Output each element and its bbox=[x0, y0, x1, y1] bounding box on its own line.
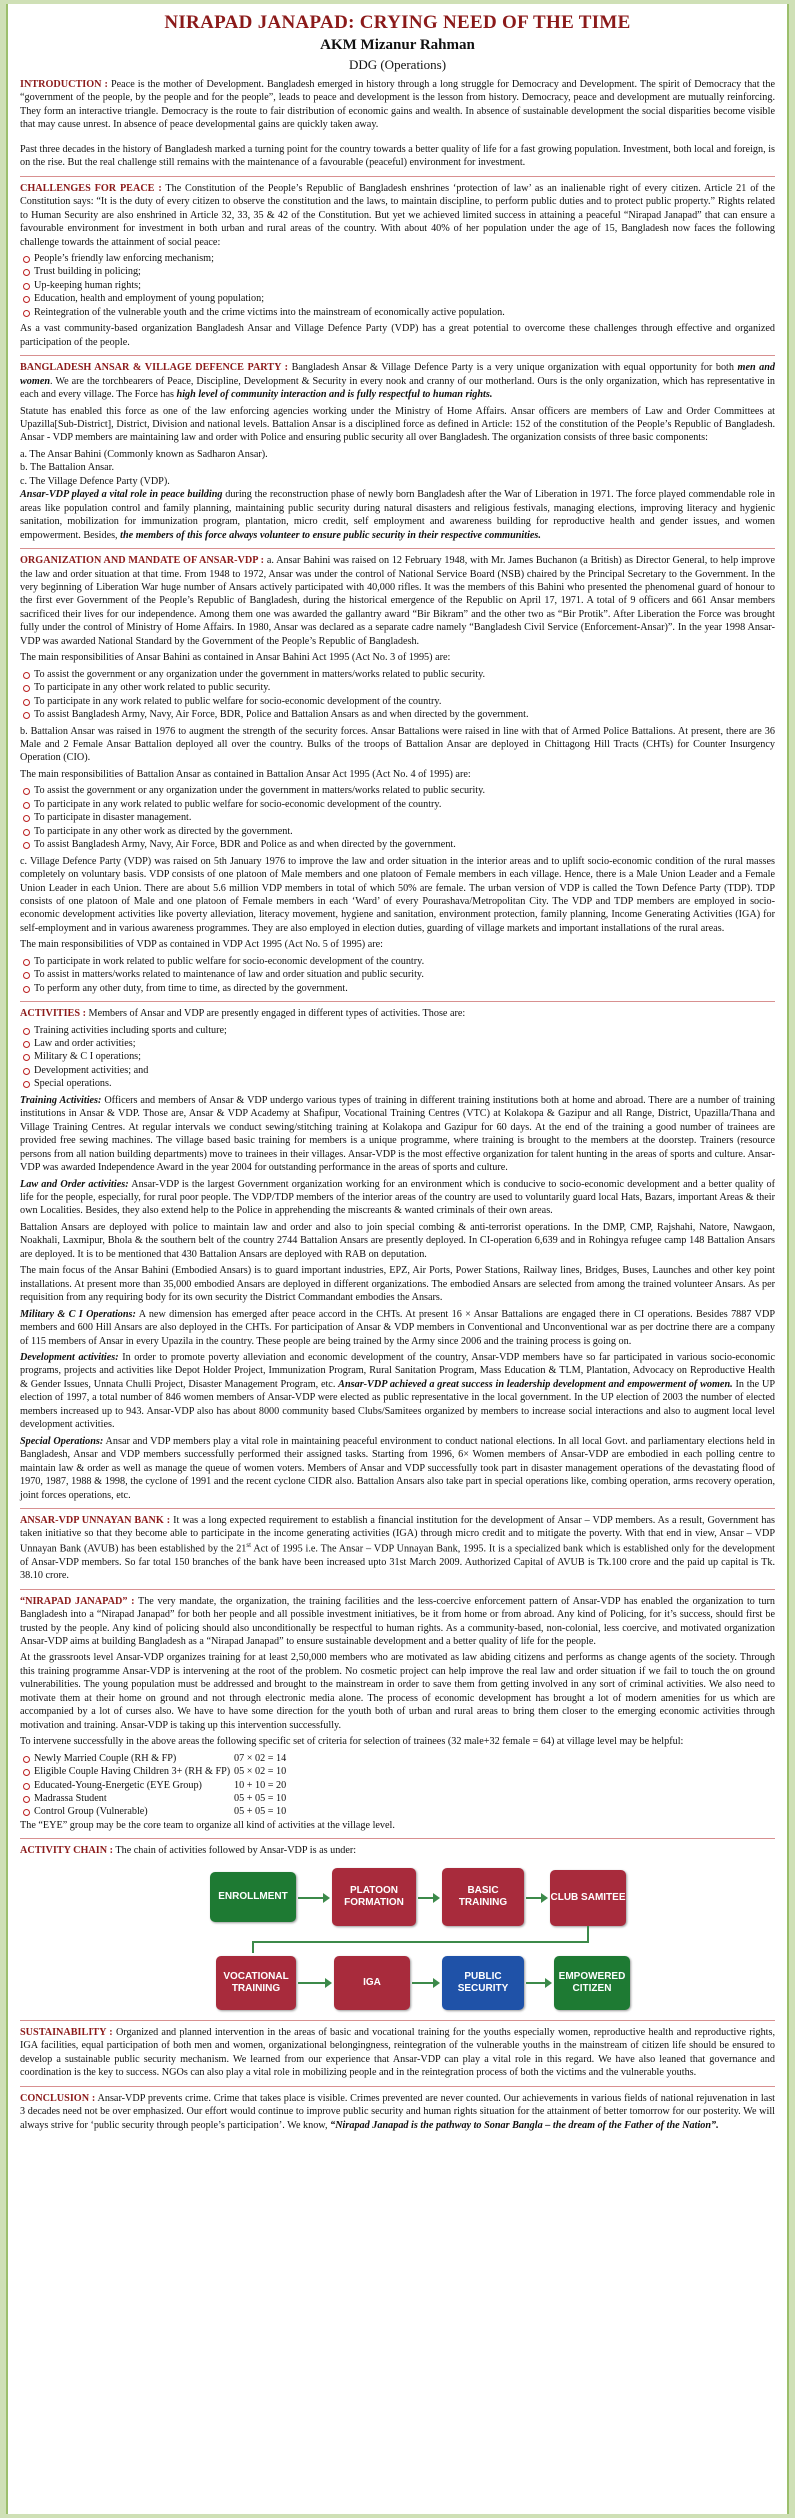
criteria-label: Eligible Couple Having Children 3+ (RH & FP) bbox=[34, 1766, 231, 1778]
chain-step-public-security: PUBLIC SECURITY bbox=[442, 1956, 524, 2010]
divider bbox=[20, 176, 775, 177]
activities-list bbox=[20, 1024, 775, 1091]
list-item: Training activities including sports and culture; bbox=[20, 1024, 775, 1037]
conclusion-heading: CONCLUSION : bbox=[20, 2092, 96, 2104]
military-text: A new dimension has emerged after peace accord in the CHTs. At present 16 × Ansar Battalions are engaged there in CI operations. Besides 7887 VDP members and 600 Hill Ansars are also deployed in the CHTs. For participation of Ansar & VDP members in Conventional and Unconventional war as per doctrine there are a company of 115 members of Ansar in every Upazila in the country. These people are being trained by the Army since 2006 and the training process is going on. bbox=[20, 1308, 776, 1347]
chain-connector bbox=[252, 1941, 254, 1953]
chain-step-empowered-citizen: EMPOWERED CITIZEN bbox=[554, 1956, 630, 2010]
chain-arrow bbox=[298, 1982, 330, 1984]
bank-paragraph bbox=[20, 1514, 775, 1583]
divider bbox=[20, 1508, 775, 1509]
bank-text-2: Act of 1995 i.e. The Ansar – VDP Unnayan Bank, 1995. It is a specialized bank which is established only for the development of Ansar-VDP members. So far total 150 branches of the bank have been increased upto 31st March 2009. Authorized Capital of AVUB is Tk.100 crore and the paid up capital is Tk. 38.10 crore. bbox=[20, 1543, 775, 1582]
conclusion-emphasis: “Nirapad Janapad is the pathway to Sonar Bangla – the dream of the Father of the Nation”. bbox=[327, 2119, 719, 2131]
mandate-paragraph bbox=[20, 554, 775, 648]
list-item: To participate in any work related to public welfare for socio-economic development of the country. bbox=[20, 798, 775, 811]
law-paragraph-2: Battalion Ansars are deployed with police to maintain law and order and also to join special combing & anti-terrorist operations. In the DMP, CMP, Rajshahi, Natore, Nawgaon, Noakhali, Laxmipur, Bhola & the southern belt of the country 2744 Battalion Ansars are presently deployed. In CI-operation 6,639 and in Rohingya refugee camp 148 Battalion Ansars are deployed. It is to be mentioned that 430 Battalion Ansars are deployed with RAB on deputation. bbox=[20, 1221, 775, 1260]
list-item: Special operations. bbox=[20, 1077, 775, 1090]
list-item: Law and order activities; bbox=[20, 1037, 775, 1050]
criteria-label: Control Group (Vulnerable) bbox=[34, 1806, 148, 1818]
bavdp-paragraph-2: Statute has enabled this force as one of the law enforcing agencies working under the Ministry of Home Affairs. Ansar officers are members of Law and Order Committees at Upazilla[Sub-District], District, Division and national levels. Battalion Ansar is a disciplined force as defined in Article: 152 of the constitution of the People’s Republic of Bangladesh. Ansar - VDP members are maintaining law and order with Police and ensuring public security all over Bangladesh. The organization consists of three basic components: bbox=[20, 405, 775, 444]
intro-paragraph bbox=[20, 78, 775, 132]
chain-arrow bbox=[526, 1897, 546, 1899]
list-item: To perform any other duty, from time to time, as directed by the government. bbox=[20, 982, 775, 995]
resp2-title: The main responsibilities of Battalion Ansar as contained in Battalion Ansar Act 1995 (Act No. 4 of 1995) are: bbox=[20, 768, 471, 780]
criteria-row bbox=[20, 1792, 775, 1805]
chain-heading: ACTIVITY CHAIN : bbox=[20, 1845, 114, 1857]
list-item: To assist the government or any organization under the government in matters/works related to public security. bbox=[20, 784, 775, 797]
janapad-text: The very mandate, the organization, the training facilities and the less-coercive enforcement pattern of Ansar-VDP has enabled the organization to turn Bangladesh into a “Nirapad Janapad” for both her people and all possible investment initiatives, be it from home or from abroad. Any kind of Policing, for it’s success, should first be trusted by the people. Any kind of policing should also unconditionally be respectful to human rights. As a community-based, non-colonial, less coercive, and motivated organization Ansar-VDP aims at building Bangladesh as a “Nirapad Janapad” to ensure sustainable development and a better quality of life for the people. bbox=[20, 1595, 775, 1647]
activities-paragraph bbox=[20, 1007, 775, 1020]
list-item: Military & C I operations; bbox=[20, 1050, 775, 1063]
law-label: Law and Order activities: bbox=[20, 1178, 129, 1190]
bavdp-text-2: . We are the torchbearers of Peace, Discipline, Development & Security in every nook and cranny of our motherland. Ours is the only organization, which has representative in each and every village. The Force has bbox=[20, 375, 775, 401]
list-item: To participate in any other work as directed by the government. bbox=[20, 825, 775, 838]
development-paragraph bbox=[20, 1351, 775, 1432]
bavdp-emphasis-4: the members of this force always volunteer to ensure public security in their respective communities. bbox=[117, 529, 541, 541]
janapad-paragraph-3: To intervene successfully in the above areas the following specific set of criteria for selection of trainees (32 male+32 female = 64) at village level may be helpful: bbox=[20, 1736, 684, 1748]
intro-paragraph-2: Past three decades in the history of Bangladesh marked a turning point for the country towards a better quality of life for a fast growing population. Investment, both local and foreign, is on the rise. But the real challenge still remains with the maintenance of a favourable (peaceful) environment for investment. bbox=[20, 143, 775, 169]
development-label: Development activities: bbox=[20, 1352, 119, 1363]
training-text: Officers and members of Ansar & VDP undergo various types of training in different training institutions both at home and abroad. There are a number of training institutions in Ansar & VDP. Those are, Ansar & VDP Academy at Shafipur, Vocational Training Centres (VTC) at Kolakopa & Gazipur and all Range, District, Upazilla/Thana and Village Training Centres. At regular intervals we conduct sewing/stitching training at Kolakopa and Gazipur for 60 days. At the end of the training a good number of trainees are provided free sewing machines. The village based basic training for members is a unique programme, where training is brought to the members at the doorstep. Trainers (resource persons from all nation building departments) move to trainees in their villages. Ansar-VDP is the most effective organization for talent hunting in the areas of sports and culture. Ansar-VDP was awarded Independence Award in the year 2004 for outstanding performance in the areas of sports and culture. bbox=[20, 1094, 775, 1174]
bavdp-emphasis-3: Ansar-VDP played a vital role in peace building bbox=[20, 489, 223, 501]
chain-step-club-samitee: CLUB SAMITEE bbox=[550, 1870, 626, 1926]
bavdp-paragraph bbox=[20, 361, 775, 401]
author-designation: DDG (Operations) bbox=[348, 56, 447, 72]
mandate-text: a. Ansar Bahini was raised on 12 February 1948, with Mr. James Buchanon (a British) as Director General, to help improve the law and order situation at that time. From 1948 to 1972, Ansar was under the control of National Service Board (NSB) chaired by the Principal Secretary to the Government. In the very beginning of Liberation War huge number of Ansars actively participated with 40,000 rifles. It was the members of this Bahini who presented the phenomenal guard of honour to the first ever Government of the People’s Republic of Bangladesh, during the historical emergence of the Republic on April 17, 1971. A total of 9 officers and 661 Ansar members sacrificed their lives for our independence. Among them one was awarded the gallantry award “Bir Bikram” and the other two as “Bir Protik”. After Liberation the Force was brought fully under the control of Ministry of Home Affairs. In 1980, Ansar was declared as a separate cadre namely “Bangladesh Civil Service (Enforcement-Ansar)”. In the year 1998 Ansar-VDP was awarded National Standard by the Government of the People’s Republic of Bangladesh. bbox=[20, 555, 775, 647]
bavdp-heading: BANGLADESH ANSAR & VILLAGE DEFENCE PARTY : bbox=[20, 362, 289, 374]
janapad-paragraph-4: The “EYE” group may be the core team to organize all kind of activities at the village level. bbox=[20, 1819, 395, 1831]
intro-heading: INTRODUCTION : bbox=[20, 79, 108, 91]
special-label: Special Operations: bbox=[20, 1435, 104, 1447]
list-item: Development activities; and bbox=[20, 1064, 775, 1077]
bank-text: It was a long expected requirement to establish a financial institution for the development of Ansar – VDP members. As a result, Government has taken initiative so that they become able to participate in the income generating activities (IGA) through micro credit and to mitigate the poverty. With that end in view, Ansar – VDP Unnayan Bank (AVUB) has been established by the 21 bbox=[20, 1514, 775, 1555]
bavdp-text: Bangladesh Ansar & Village Defence Party is a very unique organization with equal opportunity for both bbox=[291, 362, 734, 374]
bavdp-paragraph-3 bbox=[20, 488, 775, 542]
sustainability-heading: SUSTAINABILITY : bbox=[20, 2026, 113, 2038]
chain-text: The chain of activities followed by Ansar-VDP is as under: bbox=[115, 1845, 357, 1857]
resp3-list bbox=[20, 955, 775, 995]
list-item: Up-keeping human rights; bbox=[20, 279, 775, 292]
chain-step-basic-training: BASIC TRAINING bbox=[442, 1868, 524, 1926]
list-item: To assist Bangladesh Army, Navy, Air Force, BDR, Police and Battalion Ansars as and when directed by the government. bbox=[20, 708, 775, 721]
bank-heading: ANSAR-VDP UNNAYAN BANK : bbox=[20, 1514, 171, 1526]
chain-step-platoon-formation: PLATOON FORMATION bbox=[332, 1868, 416, 1926]
author-name: AKM Mizanur Rahman bbox=[320, 37, 475, 54]
activity-chain-diagram bbox=[20, 1864, 775, 2014]
list-item: Education, health and employment of young population; bbox=[20, 292, 775, 305]
list-item: Trust building in policing; bbox=[20, 265, 775, 278]
bank-superscript: st bbox=[246, 1540, 252, 1549]
challenges-heading: CHALLENGES FOR PEACE : bbox=[20, 182, 162, 194]
divider bbox=[20, 548, 775, 549]
list-item: To assist the government or any organization under the government in matters/works related to public security. bbox=[20, 668, 775, 681]
chain-paragraph bbox=[20, 1844, 775, 1857]
activities-heading: ACTIVITIES : bbox=[20, 1008, 86, 1020]
criteria-row bbox=[20, 1765, 775, 1778]
criteria-value: 10 + 10 = 20 bbox=[234, 1779, 287, 1791]
activities-text: Members of Ansar and VDP are presently engaged in different types of activities. Those are: bbox=[88, 1008, 466, 1020]
list-item: b. The Battalion Ansar. bbox=[20, 462, 115, 474]
special-text: Ansar and VDP members play a vital role in maintaining peaceful environment to conduct national elections. In all local Govt. and parliamentary elections held in Bangladesh, Ansar and VDP members successfully performed their assigned tasks. Starting from 1996, 6× Women members of Ansar-VDP are embodied in each polling centre to maintain law & order as well as manage the queue of women voters. Members of Ansar and VDP successfully took part in disaster management operations of the devastating flood of 1970, 1987, 1988 & 1998, the cyclone of 1991 and the recent cyclone CIDR also. Battalion Ansars also take part in special operations like, combing operation, arms recovery operation, joint forces operations, etc. bbox=[20, 1435, 775, 1501]
janapad-paragraph-2: At the grassroots level Ansar-VDP organizes training for at least 2,50,000 members who are motivated as law abiding citizens and performs as change agents of the society. Through this training programme Ansar-VDP is intervening at the root of the problem. No cosmetic project can help improve the real law and order situation if we fail to touch the on ground vulnerabilities. The young population must be addressed and brought to the mainstream in order to save them from getting involved in any sort of criminal activities. We also need to motivate them at their home on ground and not through electronic media alone. The process of economic development has brought a lot of modern amenities for us which are accompanied by a lot of curses also. We have to have some direction for the youth both of urban and rural areas to bring them closer to the emerging economic activities through motivation and training. Ansar-VDP is taking up this intervention successfully. bbox=[20, 1652, 775, 1731]
list-item: To participate in any other work related to public security. bbox=[20, 681, 775, 694]
challenges-list bbox=[20, 252, 775, 319]
criteria-label: Madrassa Student bbox=[34, 1792, 107, 1804]
resp1-list bbox=[20, 668, 775, 722]
law-text: Ansar-VDP is the largest Government organization working for an environment which is conducive to socio-economic development and a better quality of life for the people, especially, for rural poor people. The VDP/TDP members of the interior areas of the country are used to voluntarily guard local Hats, Bazars, important Areas & their own Localities. Besides, they also extend help to the Police in apprehending the miscreants & wanted criminals of their own areas. bbox=[20, 1178, 776, 1217]
criteria-row bbox=[20, 1752, 775, 1765]
chain-arrow bbox=[526, 1982, 550, 1984]
resp1-title: The main responsibilities of Ansar Bahini as contained in Ansar Bahini Act 1995 (Act No. 3 of 1995) are: bbox=[20, 652, 451, 664]
chain-arrow bbox=[412, 1982, 438, 1984]
divider bbox=[20, 2020, 775, 2021]
conclusion-text: Ansar-VDP prevents crime. Crime that takes place is visible. Crimes prevented are never counted. Our achievements in various fields of national rejuvenation in last 3 decades need not be over emphasized. Our effort would continue to improve public security and human rights situation for the attainment of better tomorrow for our posterity. We will always strive for ‘public security through people’s participation’. We know, bbox=[20, 2092, 776, 2131]
development-emphasis: Ansar-VDP achieved a great success in leadership development and empowerment of women. bbox=[338, 1378, 733, 1390]
janapad-paragraph bbox=[20, 1595, 775, 1649]
components-list bbox=[20, 448, 775, 488]
chain-arrow bbox=[418, 1897, 438, 1899]
list-item: To assist in matters/works related to maintenance of law and order situation and public security. bbox=[20, 968, 775, 981]
bavdp-text-3: during the reconstruction phase of newly born Bangladesh after the War of Liberation in 1971. The force played commendable role in areas like population control and family planning, maintaining public security during natural disasters and religious festivals, managing elections, improving literacy and hygienic sanitation, mobilization for immunization program, plantation, micro credit, self employment and awareness building for reproductive health and gender issues, and women empowerment. Besides, bbox=[20, 489, 775, 541]
development-text-2: In the UP election of 1997, a total number of 846 women members of Ansar-VDP were elected as public representative in the local government. In the UP election of 2003 the number of elected members increased up to 943. Ansar-VDP also has about 8000 community based Clubs/Samitees organized by members to increase social interactions and also to augment local level development activities. bbox=[20, 1378, 776, 1431]
chain-step-iga: IGA bbox=[334, 1956, 410, 2010]
divider bbox=[20, 2086, 775, 2087]
divider bbox=[20, 1589, 775, 1590]
chain-arrow bbox=[298, 1897, 328, 1899]
chain-step-vocational-training: VOCATIONAL TRAINING bbox=[216, 1956, 296, 2010]
military-label: Military & C I Operations: bbox=[20, 1308, 136, 1320]
training-label: Training Activities: bbox=[20, 1094, 102, 1106]
divider bbox=[20, 1838, 775, 1839]
list-item: To participate in disaster management. bbox=[20, 811, 775, 824]
mandate-paragraph-b: b. Battalion Ansar was raised in 1976 to augment the strength of the security forces. Ansar Battalions were raised in line with that of Armed Police Battalions. At present, there are 36 Male and 2 Female Ansar Battalion deployed all over the country. Bulks of the troops of Battalion Ansar are deployed in Chittagong Hill Tracts (CHTs) for Counter Insurgency Operation (CIO). bbox=[20, 725, 775, 764]
criteria-label: Newly Married Couple (RH & FP) bbox=[34, 1752, 177, 1764]
divider bbox=[20, 355, 775, 356]
sustainability-paragraph bbox=[20, 2026, 775, 2080]
special-paragraph bbox=[20, 1435, 775, 1502]
challenges-paragraph-2: As a vast community-based organization Bangladesh Ansar and Village Defence Party (VDP) has a great potential to overcome these challenges through effective and organized participation of the people. bbox=[20, 323, 775, 348]
divider bbox=[20, 1001, 775, 1002]
criteria-row bbox=[20, 1805, 775, 1818]
challenges-paragraph bbox=[20, 182, 775, 249]
criteria-value: 05 × 02 = 10 bbox=[234, 1766, 287, 1778]
criteria-row bbox=[20, 1779, 775, 1792]
criteria-list bbox=[20, 1752, 775, 1819]
list-item: People’s friendly law enforcing mechanism; bbox=[20, 252, 775, 265]
list-item: To assist Bangladesh Army, Navy, Air Force, BDR and Police as and when directed by the government. bbox=[20, 838, 775, 851]
janapad-heading: “NIRAPAD JANAPAD” : bbox=[20, 1595, 135, 1607]
mandate-heading: ORGANIZATION AND MANDATE OF ANSAR-VDP : bbox=[20, 555, 265, 567]
chain-connector bbox=[587, 1926, 589, 1942]
mandate-paragraph-c: c. Village Defence Party (VDP) was raised on 5th January 1976 to improve the law and order situation in the interior areas and to uplift socio-economic condition of the rural masses completely on voluntary basis. VDP consists of one platoon of Male members and one platoon of Female members in each village. Hence, there is a Male Union Leader and a Female Union Leader in each Union. There are about 5.6 million VDP members in total of which 50% are female. The urban version of VDP is called the Town Defence Party (TDP). TDP consists of one platoon of Male and one platoon of Female members in each ‘Ward’ of every Pourashava/Metropolitan City. The VDP and TDP members are employed in socio-economic development activities like poverty alleviation, literacy movement, hygiene and sanitation, environment protection, family planning, Income Generating Activities (IGA) for self-employment and in various awareness programmes. They are also employed in election duties, guarding of village markets and important installations of the rural areas. bbox=[20, 855, 775, 934]
resp2-list bbox=[20, 784, 775, 851]
list-item: To participate in work related to public welfare for socio-economic development of the country. bbox=[20, 955, 775, 968]
law-paragraph-3: The main focus of the Ansar Bahini (Embodied Ansars) is to guard important industries, EPZ, Air Ports, Power Stations, Railway lines, Bridges, Buses, Launches and other key point installations. At present more than 35,000 embodied Ansars are deployed in different organizations. The embodied Ansars are selected from among the trained volunteer Ansars. As per requisition from any requiring body for its own security the District Commandant embodies the Ansars. bbox=[20, 1265, 775, 1304]
list-item: a. The Ansar Bahini (Commonly known as Sadharon Ansar). bbox=[20, 448, 268, 460]
criteria-value: 05 + 05 = 10 bbox=[234, 1792, 287, 1804]
chain-connector bbox=[252, 1941, 589, 1943]
military-paragraph bbox=[20, 1308, 775, 1348]
criteria-label: Educated-Young-Energetic (EYE Group) bbox=[34, 1779, 202, 1791]
list-item: Reintegration of the vulnerable youth and the crime victims into the mainstream of economically active population. bbox=[20, 306, 775, 319]
resp3-title: The main responsibilities of VDP as contained in VDP Act 1995 (Act No. 5 of 1995) are: bbox=[20, 939, 384, 951]
list-item: c. The Village Defence Party (VDP). bbox=[20, 475, 170, 487]
article-page bbox=[6, 4, 789, 2514]
law-paragraph bbox=[20, 1178, 775, 1218]
development-text: In order to promote poverty alleviation and economic development of the country, Ansar-VDP members have so far participated in various socio-economic programs, projects and activities like Depot Holder Project, Immunization Program, Rural Sanitation Program, Mass Education & TLM, Plantation, Advocacy on Reproductive Health & Gender Issues, Unnata Chulli Project, Disaster Management Program, etc. bbox=[20, 1352, 775, 1390]
chain-step-enrollment: ENROLLMENT bbox=[210, 1872, 296, 1922]
criteria-value: 05 + 05 = 10 bbox=[234, 1806, 287, 1818]
intro-text: Peace is the mother of Development. Bangladesh emerged in history through a long struggle for Democracy and Development. The spirit of Democracy that the “government of the people, by the people and for the people”, leads to peace and development is the lesson from history. Democracy, peace and development are mutually reinforcing. They form an interactive triangle. Democracy is the route to fair distribution of economic gains and wealth. In absence of sustainable development the social disparities become visible that may cause unrest. In absence of peace developmental gains are quickly taken away. bbox=[20, 79, 775, 131]
article-title: NIRAPAD JANAPAD: CRYING NEED OF THE TIME bbox=[164, 12, 631, 33]
criteria-value: 07 × 02 = 14 bbox=[234, 1752, 287, 1764]
challenges-text: The Constitution of the People’s Republic of Bangladesh enshrines ‘protection of law’ as an inalienable right of every citizen. Article 21 of the Constitution says: “It is the duty of every citizen to observe the constitution and the laws, to maintain discipline, to perform public duties and to protect public property.” Rights related to Human Security are also enshrined in Article 32, 33, 35 & 42 of the Constitution. But yet we achieved limited success in attaining a peaceful “Nirapad Janapad” that can ensure a favourable environment for investment in both urban and rural areas of the country. With about 40% of her population under the age of 15, Bangladesh now faces the following challenge towards the attainment of social peace: bbox=[20, 182, 775, 248]
conclusion-paragraph bbox=[20, 2092, 775, 2132]
bavdp-emphasis-2: high level of community interaction and is fully respectful to human rights. bbox=[176, 389, 493, 401]
sustainability-text: Organized and planned intervention in the areas of basic and vocational training for the youths especially women, reproductive health and reproductive rights, IGA facilities, equal participation of both men and women, organizational belongingness, reintegration of the vulnerable youths in the mainstream of citizen life should be ensured to develop a sustainable public security mechanism. We learned from our experience that Ansar-VDP can play a vital role in this regard. We have also leaned that governance and coordination is the key to success. NGOs can also play a vital role in mobilizing people and in the reintegration process of both the victims and the vulnerable youths. bbox=[20, 2026, 775, 2079]
bavdp-emphasis: men and women bbox=[20, 362, 776, 387]
training-paragraph bbox=[20, 1094, 775, 1175]
list-item: To participate in any work related to public welfare for socio-economic development of the country. bbox=[20, 695, 775, 708]
